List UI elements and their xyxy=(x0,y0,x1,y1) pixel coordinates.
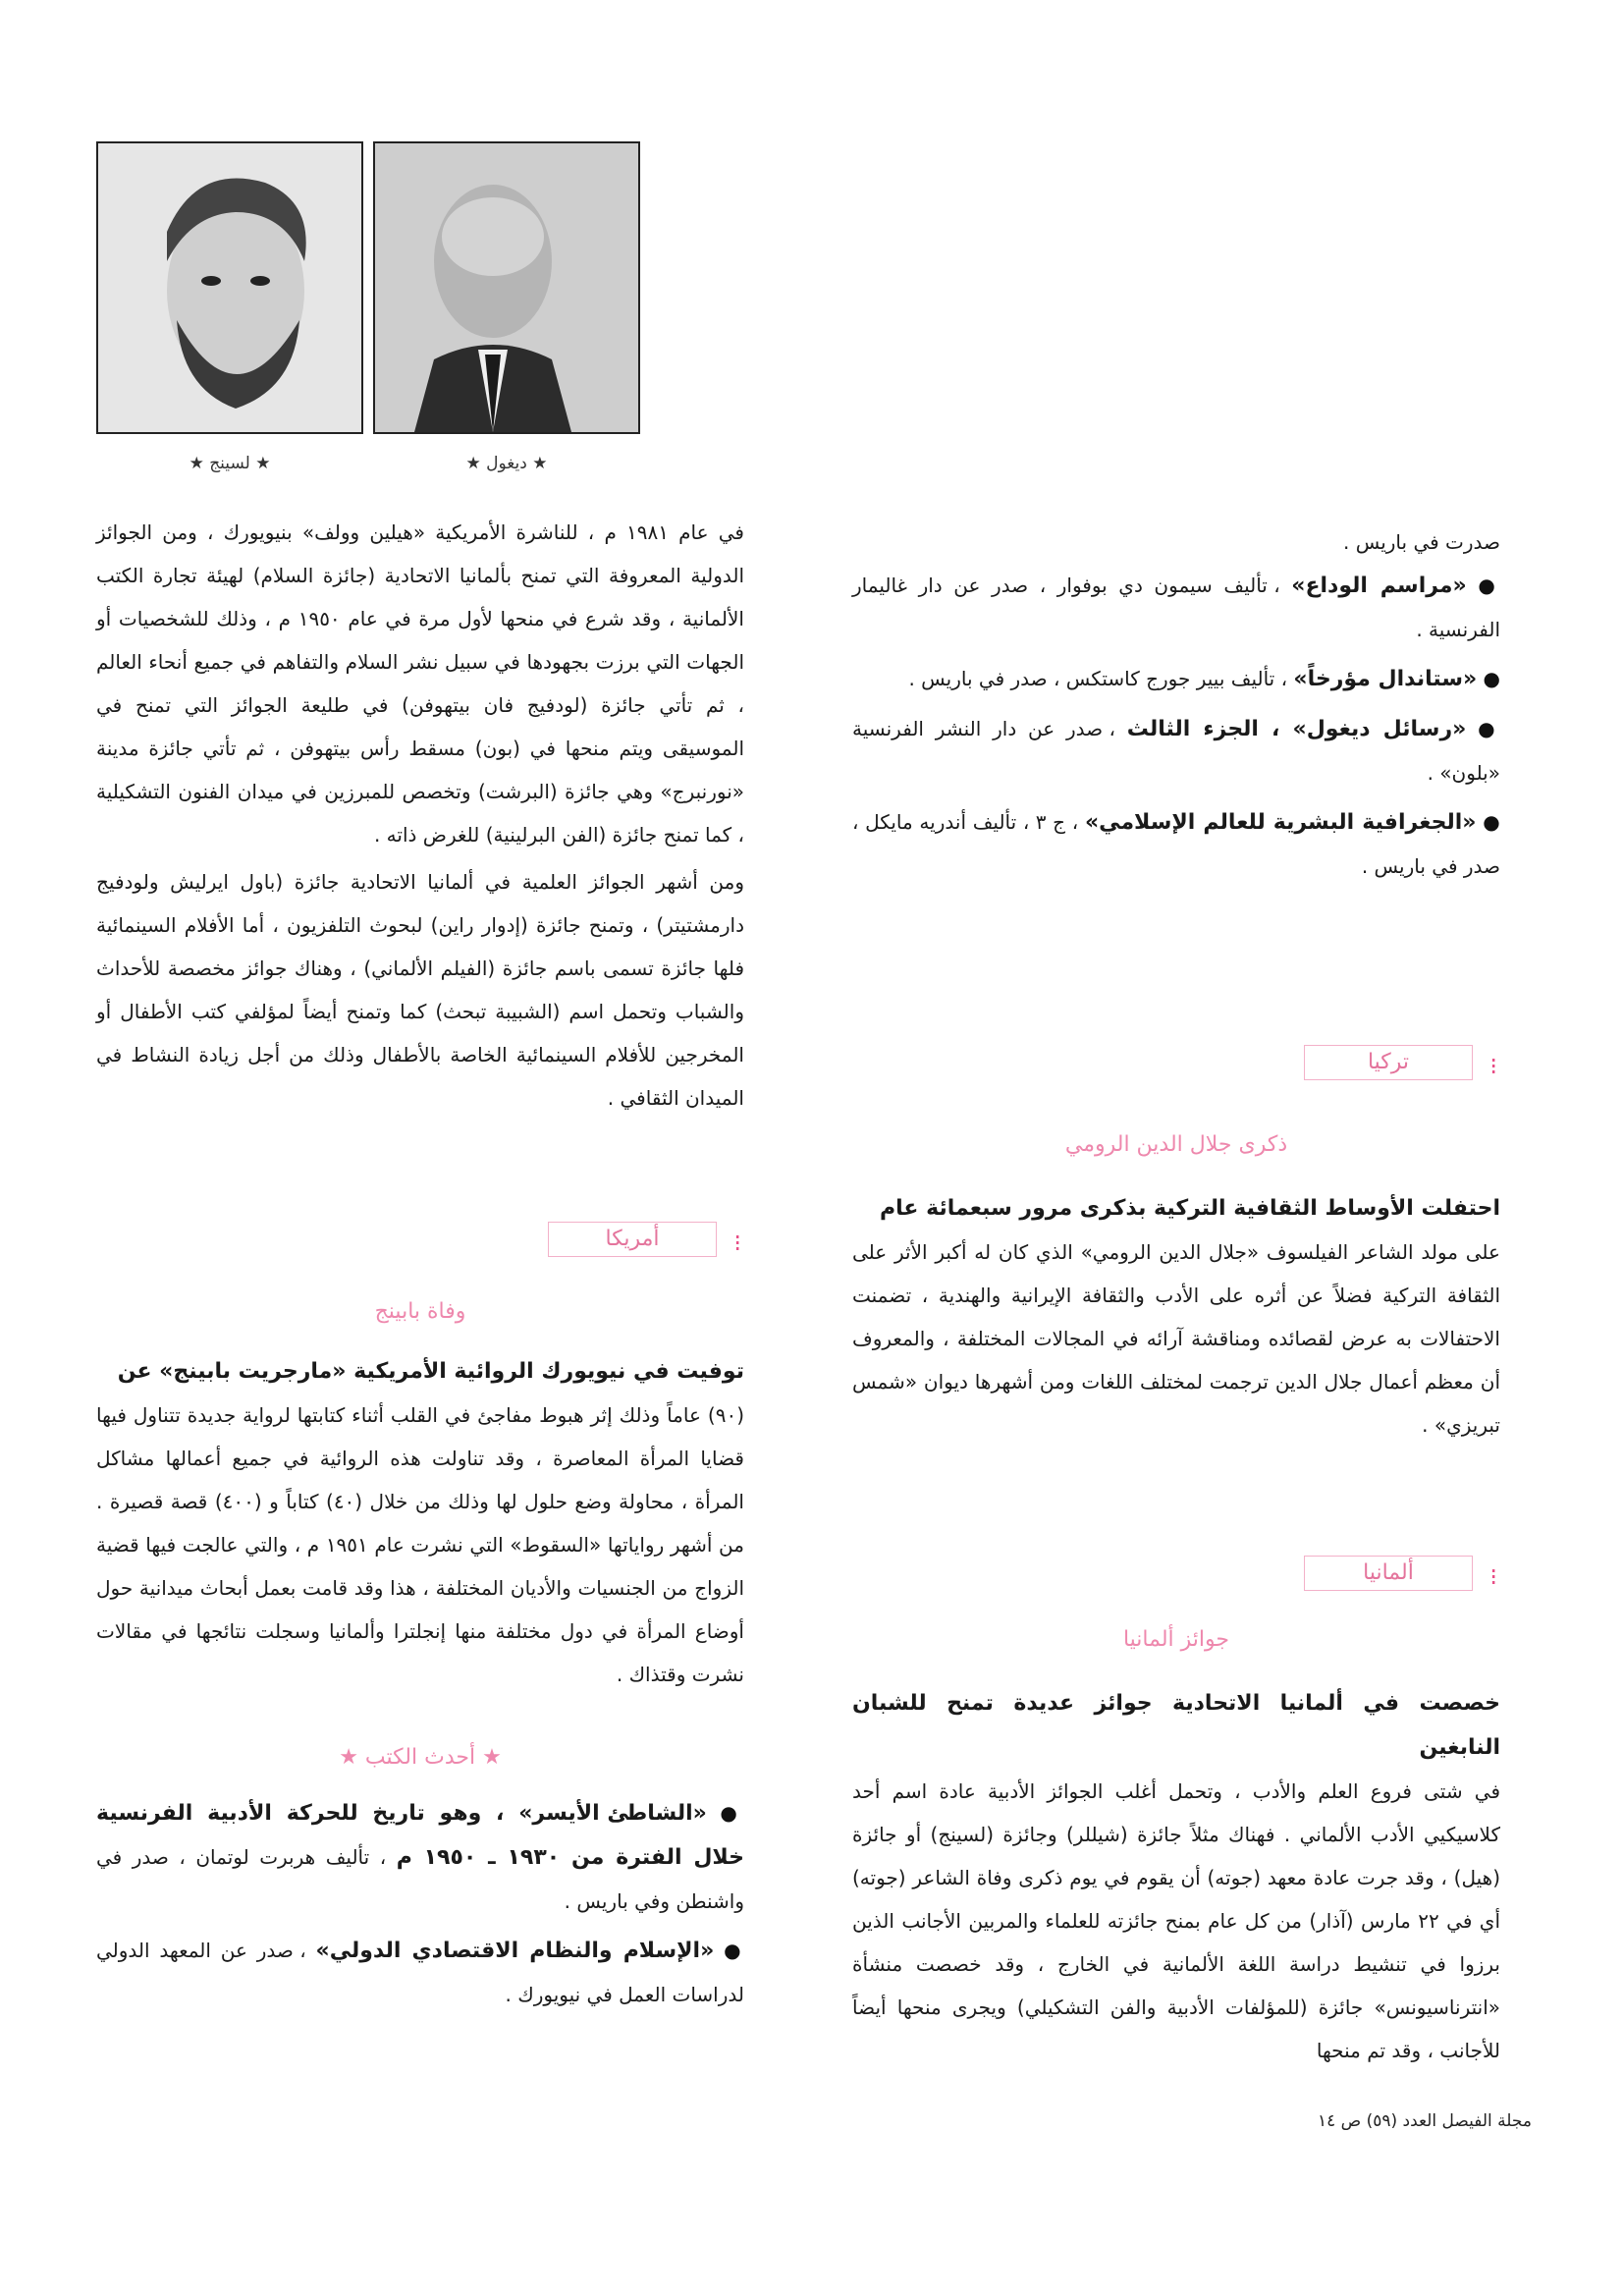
article-body: في عام ١٩٨١ م ، للناشرة الأمريكية «هيلين وولف» بنيويورك ، ومن الجوائز الدولية المعروفة التي تمنح بألمانيا الاتحادية (جائزة السلام) لهيئة تجارة الكتب الألمانية ، وقد شرع في منحها لأول مرة في عام ١٩٥٠ م ، وذلك للشخصيات أو الجهات التي برزت بجهودها في سبيل نشر السلام والتفاهم في جميع أنحاء العالم ، ثم تأتي جائزة (لودفيج فان بيتهوفن) في طليعة الجوائز التي تمنح في الموسيقى ويتم منحها في (بون) مسقط رأس بيتهوفن ، ثم تأتي جائزة مدينة «نورنبرج» وهي جائزة (البرشت) وتخصص للمبرزين في ميدان الفنون التشكيلية ، كما تمنح جائزة (الفن البرلينية) للغرض ذاته . xyxy=(96,520,744,847)
article-body: (٩٠) عاماً وذلك إثر هبوط مفاجئ في القلب أثناء كتابتها لرواية جديدة تتناول فيها قضايا المرأة المعاصرة ، وقد تناولت هذه الروائية في جميع أعمالها مشاكل المرأة ، محاولة وضع حلول لها وذلك من خلال (٤٠) كتاباً و (٤٠٠) قصة قصيرة . من أشهر رواياتها «السقوط» التي نشرت عام ١٩٥١ م ، والتي عالجت فيها قضية الزواج من الجنسيات والأديان المختلفة ، هذا وقد قامت بعمل أبحاث ميدانية حول أوضاع المرأة في دول مختلفة منها إنجلترا وألمانيا وسجلت نتائجها في مقالات نشرت وقتذاك . xyxy=(96,1403,744,1686)
article-germany xyxy=(852,1620,1500,2072)
latest-books-title: ★ أحدث الكتب ★ xyxy=(339,1745,502,1770)
section-marker-icon: ⁝ xyxy=(1489,1053,1497,1080)
article-title: ذكرى جلال الدين الرومي xyxy=(1064,1132,1288,1157)
section-tag-america: أمريكا ⁝ xyxy=(548,1222,717,1257)
article-body: على مولد الشاعر الفيلسوف «جلال الدين الرومي» الذي كان له أكبر الأثر على الثقافة التركية فضلاً عن أثره على الأدب والثقافة الإيرانية والهندية ، تضمنت الاحتفالات به عرض لقصائده ومناقشة آرائه في المجالات المختلفة ، والمعروف أن معظم أعمال جلال الدين ترجمت لمختلف اللغات ومن أشهرها ديوان «شمس تبريزي» . xyxy=(852,1240,1500,1437)
latest-books xyxy=(96,1738,744,2016)
photo-lessing xyxy=(96,141,363,434)
article-turkey xyxy=(852,1125,1500,1447)
bullet-icon: ● xyxy=(1477,667,1500,690)
page-footer: مجلة الفيصل العدد (٥٩) ص ١٤ xyxy=(1317,2111,1532,2131)
intro-line: صدرت في باريس . xyxy=(1342,530,1500,554)
section-tag-turkey: تركيا ⁝ xyxy=(1304,1045,1473,1080)
bullet-icon: ● xyxy=(714,1939,744,1962)
section-tag-germany: ألمانيا ⁝ xyxy=(1304,1556,1473,1591)
book-item: ● «مراسم الوداع» ، تأليف سيمون دي بوفوار ، صدر عن دار غاليمار الفرنسية . xyxy=(852,574,1501,641)
bullet-icon: ● xyxy=(1466,717,1500,740)
article-lead: احتفلت الأوساط الثقافية التركية بذكرى مرور سبعمائة عام xyxy=(880,1196,1500,1221)
photo-degaulle xyxy=(373,141,640,434)
article-lead: توفيت في نيويورك الروائية الأمريكية «مارجريت بابينج» عن xyxy=(117,1359,744,1384)
article-lead: خصصت في ألمانيا الاتحادية جوائز عديدة تمنح للشبان النابغين xyxy=(852,1691,1500,1760)
book-item: ● «الشاطئ الأيسر» ، وهو تاريخ للحركة الأدبية الفرنسية خلال الفترة من ١٩٣٠ ـ ١٩٥٠ م ، تأليف هربرت لوتمان ، صدر في واشنطن وفي باريس . xyxy=(96,1801,745,1913)
portrait-degaulle-image xyxy=(375,143,638,432)
article-germany-continued xyxy=(96,511,744,1120)
photo-strip xyxy=(94,141,772,475)
book-item: ● «ستاندال مؤرخاً» ، تأليف بيير جورج كاستكس ، صدر في باريس . xyxy=(908,667,1500,691)
article-america xyxy=(96,1292,744,1696)
article-title: جوائز ألمانيا xyxy=(1122,1627,1230,1652)
portrait-lessing-image xyxy=(98,143,361,432)
book-item: ● «الإسلام والنظام الاقتصادي الدولي» ، صدر عن المعهد الدولي لدراسات العمل في نيويورك . xyxy=(96,1939,744,2006)
bullet-icon: ● xyxy=(706,1801,745,1825)
article-body: في شتى فروع العلم والأدب ، وتحمل أغلب الجوائز الأدبية عادة اسم أحد كلاسيكيي الأدب الألماني . فهناك مثلاً جائزة (شيللر) وجائزة (لسينج) أو جائزة (هيل) ، وقد جرت عادة معهد (جوته) أن يقوم في يوم ذكرى وفاة الشاعر (جوته) أي في ٢٢ مارس (آذار) من كل عام بمنح جائزته للعلماء والمربين الأجانب الذين برزوا في تنشيط دراسة اللغة الألمانية في الخارج ، وقد خصصت منشأة «انترناسيونس» جائزة (للمؤلفات الأدبية والفن التشكيلي) ويجرى منحها أيضاً للأجانب ، وقد تم منحها xyxy=(852,1779,1501,2062)
caption-degaulle: ★ ديغول ★ xyxy=(465,454,548,473)
article-title: وفاة بابينج xyxy=(374,1299,466,1324)
section-marker-icon: ⁝ xyxy=(1489,1563,1497,1591)
book-item: ● «الجغرافية البشرية للعالم الإسلامي» ، ج ٣ ، تأليف أندريه مايكل ، صدر في باريس . xyxy=(852,810,1500,878)
book-list-right xyxy=(852,564,1500,888)
article-body: ومن أشهر الجوائز العلمية في ألمانيا الاتحادية جائزة (باول ايرليش ولودفيج دارمشتيتر) ، وتمنح جائزة (إدوار راين) لبحوث التلفزيون ، أما الأفلام السينمائية فلها جائزة تسمى باسم جائزة (الفيلم الألماني) ، وهناك جوائز مخصصة للأحداث والشباب وتحمل اسم (الشبيبة تبحث) كما وتمنح أيضاً لمؤلفي كتب الأطفال أو المخرجين للأفلام السينمائية الخاصة بالأطفال وذلك من أجل زيادة النشاط في الميدان الثقافي . xyxy=(96,870,744,1110)
caption-lessing: ★ لسينج ★ xyxy=(189,454,271,473)
section-marker-icon: ⁝ xyxy=(733,1230,741,1257)
book-item: ● «رسائل ديغول» ، الجزء الثالث ، صدر عن دار النشر الفرنسية «بلون» . xyxy=(852,717,1500,785)
bullet-icon: ● xyxy=(1476,810,1500,834)
bullet-icon: ● xyxy=(1466,574,1501,597)
